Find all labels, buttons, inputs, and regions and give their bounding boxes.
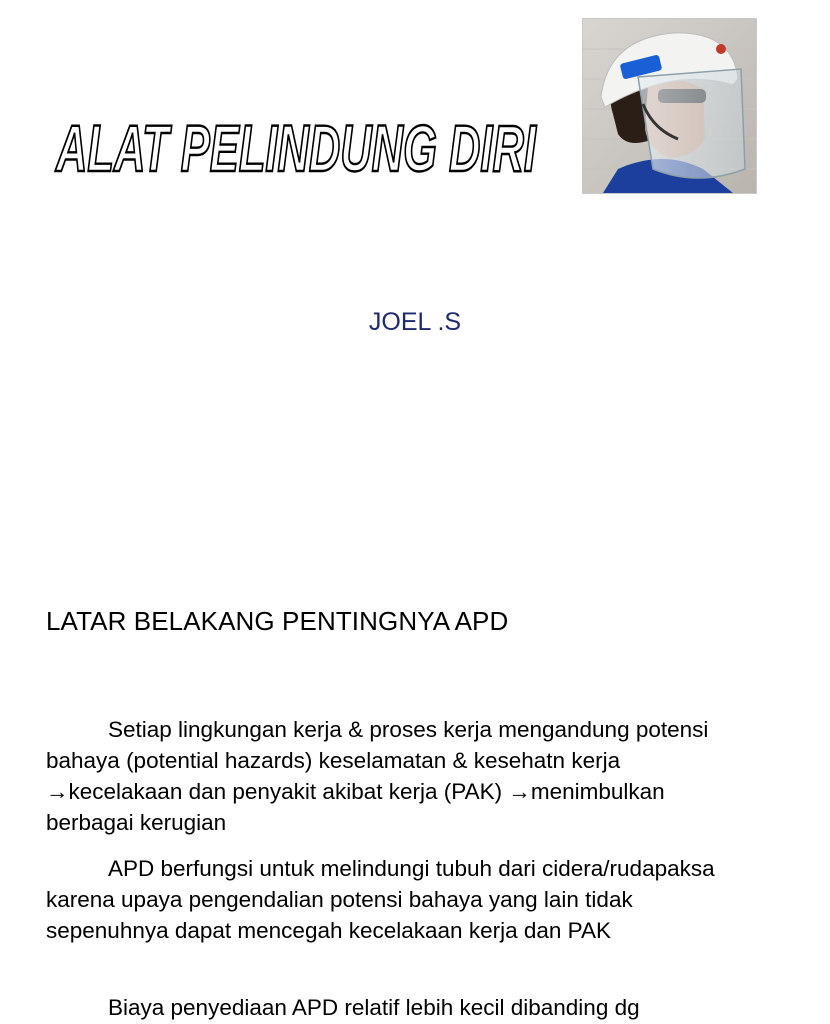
paragraph-1: Setiap lingkungan kerja & proses kerja mengandung potensi bahaya (potential hazards) keselamatan & kesehatn kerja →kecelakaan dan penyakit akibat kerja (PAK) →menimbulkan berbagai kerugian (46, 717, 709, 835)
section-heading: LATAR BELAKANG PENTINGNYA APD (46, 606, 509, 636)
paragraph-2: APD berfungsi untuk melindungi tubuh dari cidera/rudapaksa karena upaya pengendalian potensi bahaya yang lain tidak sepenuhnya dapat mencegah kecelakaan kerja dan PAK (46, 856, 715, 943)
slide-title (50, 86, 550, 186)
paragraph-3: Biaya penyediaan APD relatif lebih kecil dibanding dg (108, 995, 640, 1020)
author-name: JOEL .S (368, 308, 462, 336)
content-slide (0, 560, 768, 1024)
worker-helmet-photo (582, 18, 757, 194)
slide-title-text: ALAT PELINDUNG DIRI (54, 112, 538, 186)
